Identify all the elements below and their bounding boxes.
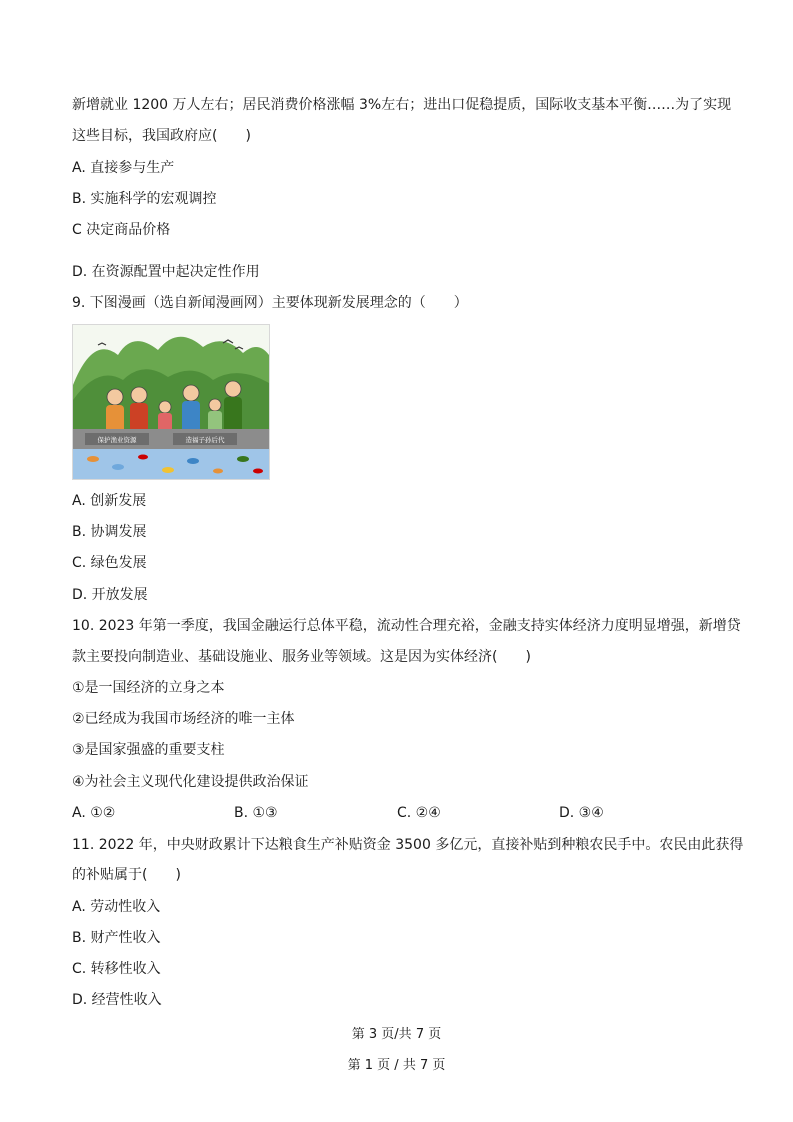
- q9-option-b: B. 协调发展: [72, 524, 147, 540]
- q11-option-d: D. 经营性收入: [72, 992, 162, 1008]
- q9-option-c: C. 绿色发展: [72, 555, 147, 571]
- cartoon-sign-right: 造福子孙后代: [185, 436, 225, 444]
- q11-stem-line1: 11. 2022 年，中央财政累计下达粮食生产补贴资金 3500 多亿元，直接补贴到种粮农民手中。农民由此获得: [72, 837, 744, 853]
- q10-option-c: C. ②④: [397, 805, 441, 821]
- q9-stem: 9. 下图漫画（选自新闻漫画网）主要体现新发展理念的（ ）: [72, 295, 468, 311]
- q8-option-d: D. 在资源配置中起决定性作用: [72, 264, 260, 280]
- q8-option-a: A. 直接参与生产: [72, 160, 175, 176]
- q9-option-d: D. 开放发展: [72, 587, 148, 603]
- cartoon-image: [72, 324, 270, 480]
- q10-statement-4: ④为社会主义现代化建设提供政治保证: [72, 774, 309, 790]
- q8-stem-line2: 这些目标，我国政府应( ): [72, 128, 251, 144]
- q11-option-b: B. 财产性收入: [72, 930, 161, 946]
- q9-option-a: A. 创新发展: [72, 493, 147, 509]
- q11-stem-line2: 的补贴属于( ): [72, 867, 181, 883]
- q10-option-d: D. ③④: [559, 805, 604, 821]
- q11-option-c: C. 转移性收入: [72, 961, 161, 977]
- q10-stem-line1: 10. 2023 年第一季度，我国金融运行总体平稳，流动性合理充裕，金融支持实体经济力度明显增强，新增贷: [72, 618, 741, 634]
- q10-stem-line2: 款主要投向制造业、基础设施业、服务业等领域。这是因为实体经济( ): [72, 649, 531, 665]
- cartoon-sign-left: 保护渔业资源: [97, 436, 137, 444]
- cartoon-illustration: [73, 325, 269, 479]
- q8-option-c: C 决定商品价格: [72, 222, 171, 238]
- q10-statement-2: ②已经成为我国市场经济的唯一主体: [72, 711, 295, 727]
- q10-statement-3: ③是国家强盛的重要支柱: [72, 742, 225, 758]
- q10-options-row: [72, 803, 732, 823]
- outer-page-number: 第 1 页 / 共 7 页: [347, 1058, 446, 1073]
- q11-option-a: A. 劳动性收入: [72, 899, 161, 915]
- q8-stem-line1: 新增就业 1200 万人左右；居民消费价格涨幅 3%左右；进出口促稳提质，国际收支基本平衡……为了实现: [72, 97, 732, 113]
- q8-option-b: B. 实施科学的宏观调控: [72, 191, 217, 207]
- q10-statement-1: ①是一国经济的立身之本: [72, 680, 225, 696]
- q10-option-a: A. ①②: [72, 805, 116, 821]
- inner-page-number: 第 3 页/共 7 页: [351, 1027, 442, 1042]
- q10-option-b: B. ①③: [234, 805, 278, 821]
